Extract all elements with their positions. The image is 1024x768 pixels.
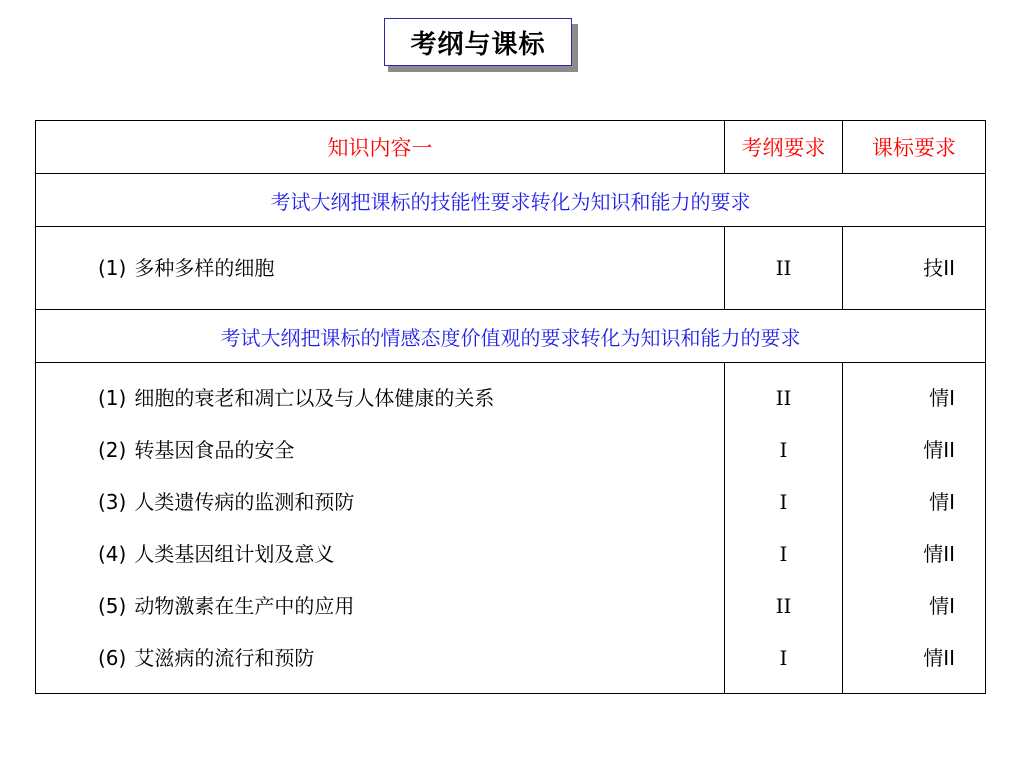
content-cell	[36, 227, 725, 310]
section-heading-attitudes: 考试大纲把课标的情感态度价值观的要求转化为知识和能力的要求	[36, 310, 986, 363]
standard-cell	[843, 227, 986, 310]
header-knowledge-content: 知识内容一	[36, 121, 725, 174]
item-content: 动物激素在生产中的应用	[134, 594, 355, 618]
item-content: 多种多样的细胞	[134, 256, 275, 280]
exam-level: I	[779, 542, 788, 566]
item-number: (1)	[98, 386, 127, 410]
standard-level: 情II	[923, 438, 955, 462]
exam-level: II	[775, 256, 792, 280]
exam-level: II	[775, 386, 792, 410]
header-exam-requirement: 考纲要求	[725, 121, 843, 174]
standard-cell	[843, 363, 986, 694]
table-row	[36, 227, 986, 310]
header-standard-requirement: 课标要求	[843, 121, 986, 174]
exam-level: I	[779, 490, 788, 514]
item-content: 细胞的衰老和凋亡以及与人体健康的关系	[134, 386, 495, 410]
item-number: (2)	[98, 438, 127, 462]
item-number: (6)	[98, 646, 127, 670]
exam-level: II	[775, 594, 792, 618]
standard-level: 情II	[923, 542, 955, 566]
section-row-skills	[36, 174, 986, 227]
exam-level: I	[779, 646, 788, 670]
item-number: (5)	[98, 594, 127, 618]
list-item	[36, 372, 724, 424]
item-content: 转基因食品的安全	[134, 438, 295, 462]
title-container	[384, 18, 580, 74]
list-item	[36, 476, 724, 528]
list-item	[36, 242, 724, 294]
section-heading-skills: 考试大纲把课标的技能性要求转化为知识和能力的要求	[36, 174, 986, 227]
standard-level: 技II	[923, 256, 955, 280]
list-item	[36, 580, 724, 632]
standard-level: 情I	[929, 386, 955, 410]
table-row	[36, 363, 986, 694]
item-number: (4)	[98, 542, 127, 566]
requirements-table	[35, 120, 986, 694]
item-content: 艾滋病的流行和预防	[134, 646, 315, 670]
content-cell	[36, 363, 725, 694]
list-item	[36, 528, 724, 580]
list-item	[36, 424, 724, 476]
item-number: (1)	[98, 256, 127, 280]
standard-level: 情II	[923, 646, 955, 670]
exam-cell	[725, 363, 843, 694]
list-item	[36, 632, 724, 684]
item-content: 人类遗传病的监测和预防	[134, 490, 355, 514]
section-row-attitudes	[36, 310, 986, 363]
standard-level: 情I	[929, 490, 955, 514]
exam-cell	[725, 227, 843, 310]
item-content: 人类基因组计划及意义	[134, 542, 335, 566]
item-number: (3)	[98, 490, 127, 514]
standard-level: 情I	[929, 594, 955, 618]
exam-level: I	[779, 438, 788, 462]
header-row	[36, 121, 986, 174]
page-title: 考纲与课标	[384, 18, 572, 66]
